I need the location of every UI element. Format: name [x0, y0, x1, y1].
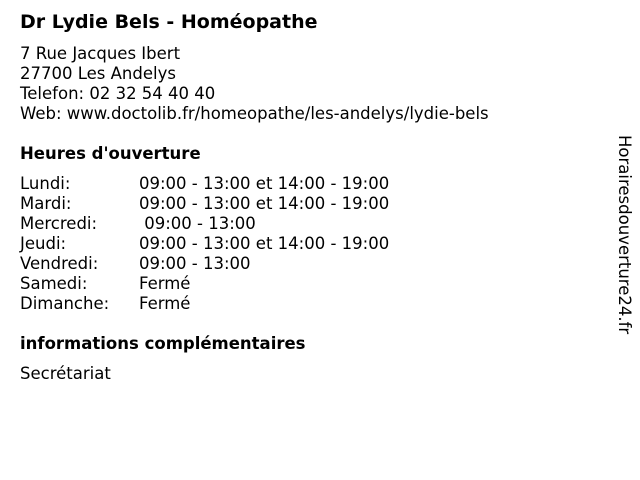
day-label: Dimanche:	[20, 294, 110, 313]
opening-hours-heading: Heures d'ouverture	[20, 144, 201, 163]
additional-info-heading: informations complémentaires	[20, 334, 306, 353]
time-range: Fermé	[139, 294, 191, 313]
day-label: Jeudi:	[20, 234, 67, 253]
phone-number: Telefon: 02 32 54 40 40	[20, 84, 216, 103]
address-block	[20, 44, 489, 124]
day-label: Vendredi:	[20, 254, 99, 273]
day-label: Samedi:	[20, 274, 88, 293]
additional-info-text: Secrétariat	[20, 364, 111, 383]
time-range: 09:00 - 13:00 et 14:00 - 19:00	[139, 234, 390, 253]
day-label: Lundi:	[20, 174, 71, 193]
time-range: 09:00 - 13:00	[139, 214, 256, 233]
site-watermark: Horairesdouverture24.fr	[615, 135, 634, 335]
time-range: 09:00 - 13:00 et 14:00 - 19:00	[139, 194, 390, 213]
time-range: Fermé	[139, 274, 191, 293]
address-city: 27700 Les Andelys	[20, 64, 176, 83]
address-street: 7 Rue Jacques Ibert	[20, 44, 181, 63]
day-label: Mardi:	[20, 194, 72, 213]
day-label: Mercredi:	[20, 214, 98, 233]
time-range: 09:00 - 13:00 et 14:00 - 19:00	[139, 174, 390, 193]
time-range: 09:00 - 13:00	[139, 254, 251, 273]
website-url: Web: www.doctolib.fr/homeopathe/les-andelys/lydie-bels	[20, 104, 489, 123]
page-title: Dr Lydie Bels - Homéopathe	[20, 11, 318, 33]
